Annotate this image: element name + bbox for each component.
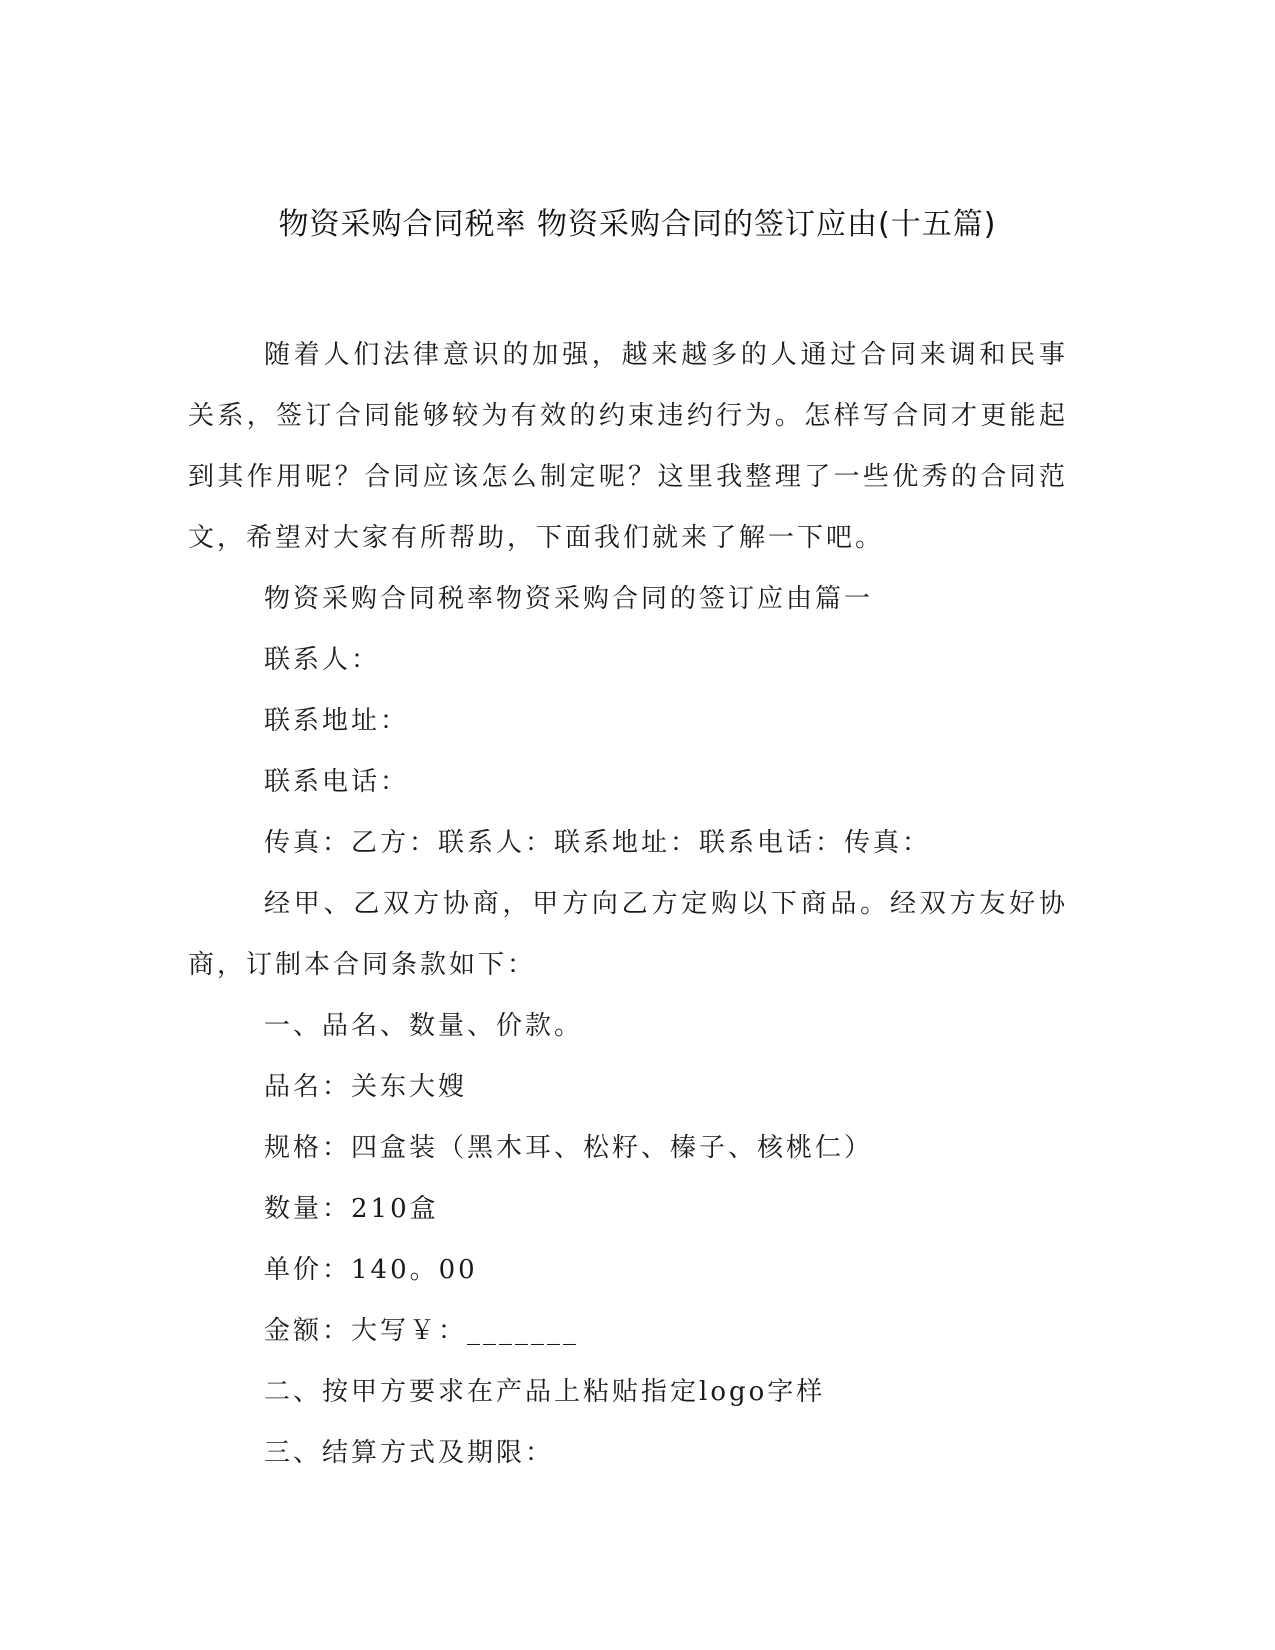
clause-3-line: 三、结算方式及期限： bbox=[264, 1438, 555, 1468]
document-body bbox=[188, 325, 1068, 1484]
amount-line: 金额：大写￥：_______ bbox=[264, 1316, 580, 1346]
agreement-paragraph: 经甲、乙双方协商，甲方向乙方定购以下商品。经双方友好协商，订制本合同条款如下： bbox=[188, 889, 1068, 980]
intro-paragraph: 随着人们法律意识的加强，越来越多的人通过合同来调和民事关系，签订合同能够较为有效的约束违约行为。怎样写合同才更能起到其作用呢？合同应该怎么制定呢？这里我整理了一些优秀的合同范文，希望对大家有所帮助，下面我们就来了解一下吧。 bbox=[188, 340, 1068, 553]
contact-address-line: 联系地址： bbox=[264, 706, 410, 736]
clause-2-line: 二、按甲方要求在产品上粘贴指定logo字样 bbox=[264, 1377, 826, 1407]
product-spec-line: 规格：四盒装（黑木耳、松籽、榛子、核桃仁） bbox=[264, 1133, 874, 1163]
unit-price-line: 单价：140。00 bbox=[264, 1255, 478, 1285]
document-title: 物资采购合同税率 物资采购合同的签订应由(十五篇) bbox=[278, 207, 997, 242]
section-heading: 物资采购合同税率物资采购合同的签订应由篇一 bbox=[264, 584, 874, 614]
quantity-line: 数量：210盒 bbox=[264, 1194, 439, 1224]
contact-phone-line: 联系电话： bbox=[264, 767, 410, 797]
fax-party-b-line: 传真：乙方：联系人：联系地址：联系电话：传真： bbox=[264, 828, 932, 858]
contact-person-line: 联系人： bbox=[264, 645, 381, 675]
product-name-line: 品名：关东大嫂 bbox=[264, 1072, 468, 1102]
clause-1-heading: 一、品名、数量、价款。 bbox=[264, 1011, 584, 1041]
